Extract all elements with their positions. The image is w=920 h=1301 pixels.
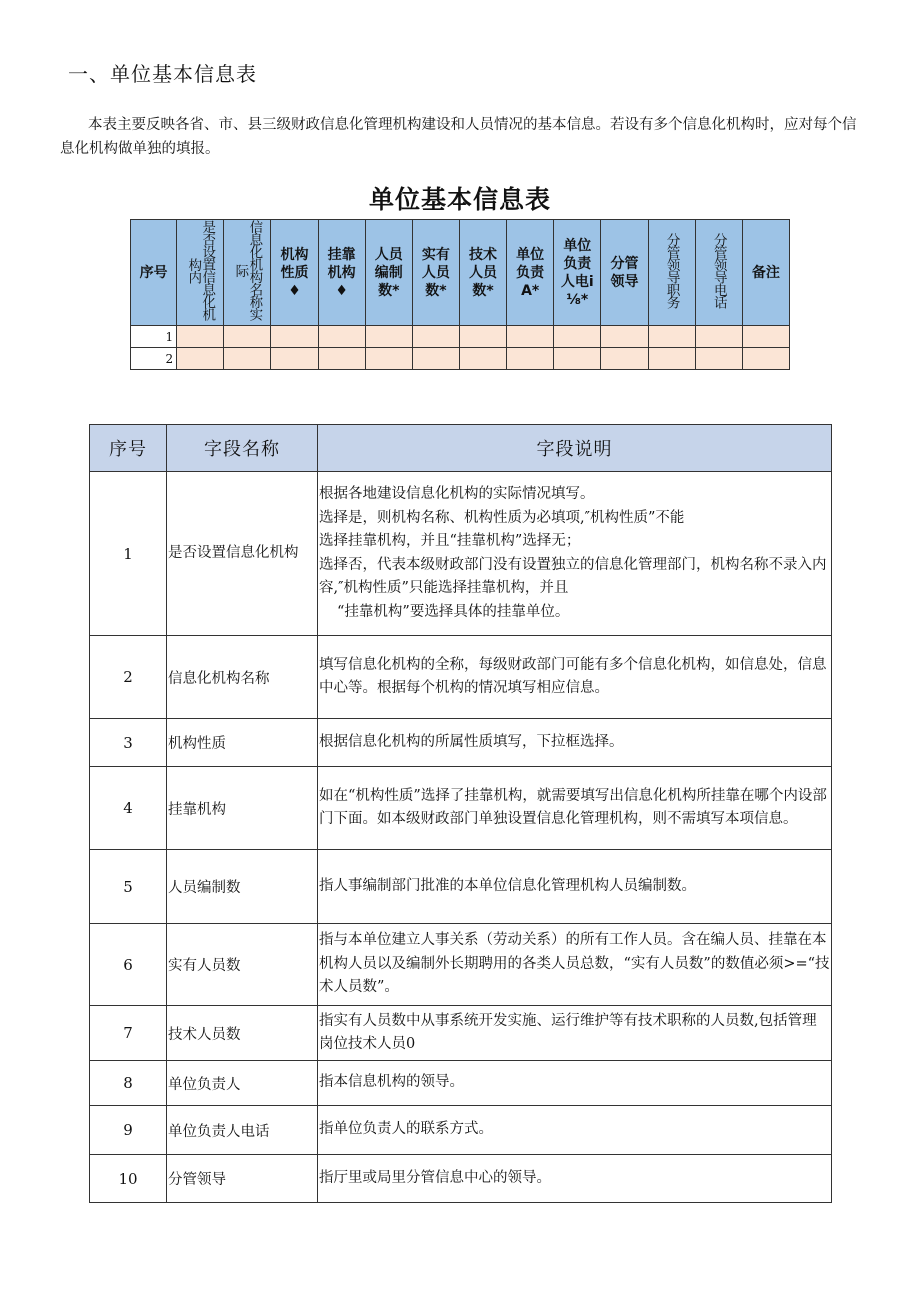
form-input-cell[interactable] — [554, 348, 601, 370]
field-description: 指本信息机构的领导。 — [318, 1061, 832, 1106]
table-row — [90, 719, 832, 767]
form-input-cell[interactable] — [224, 326, 271, 348]
form-input-cell[interactable] — [459, 326, 506, 348]
form-header-cell: 单位负责A* — [507, 220, 554, 326]
form-header-cell: 技术人员数* — [459, 220, 506, 326]
form-input-cell[interactable] — [507, 326, 554, 348]
form-title: 单位基本信息表 — [368, 185, 551, 214]
field-description: 指实有人员数中从事系统开发实施、运行维护等有技术职称的人员数,包括管理岗位技术人员0 — [318, 1006, 832, 1061]
form-input-cell[interactable] — [742, 348, 789, 370]
form-header-cell: 实有人员数* — [412, 220, 459, 326]
form-input-cell[interactable] — [177, 348, 224, 370]
form-input-cell[interactable] — [365, 348, 412, 370]
form-input-cell[interactable] — [365, 326, 412, 348]
row-number: 8 — [90, 1061, 167, 1106]
table-row — [90, 1006, 832, 1061]
form-row — [131, 348, 790, 370]
intro-paragraph: 本表主要反映各省、市、县三级财政信息化管理机构建设和人员情况的基本信息。若设有多个信息化机构时，应对每个信息化机构做单独的填报。 — [60, 117, 857, 157]
field-name: 单位负责人 — [167, 1061, 318, 1106]
form-row-number: 2 — [131, 348, 177, 370]
form-row-number: 1 — [131, 326, 177, 348]
field-description: 填写信息化机构的全称，每级财政部门可能有多个信息化机构，如信息处，信息中心等。根据每个机构的情况填写相应信息。 — [318, 636, 832, 719]
field-description: 指与本单位建立人事关系（劳动关系）的所有工作人员。含在编人员、挂靠在本机构人员以及编制外长期聘用的各类人员总数，“实有人员数”的数值必须>=“技术人员数”。 — [318, 924, 832, 1006]
table-row — [90, 472, 832, 636]
table-row — [90, 1106, 832, 1155]
form-input-cell[interactable] — [507, 348, 554, 370]
field-name: 人员编制数 — [167, 850, 318, 924]
spec-header-cell: 字段说明 — [318, 425, 832, 472]
field-description: 指单位负责人的联系方式。 — [318, 1106, 832, 1155]
field-description: 指厅里或局里分管信息中心的领导。 — [318, 1155, 832, 1203]
field-name: 技术人员数 — [167, 1006, 318, 1061]
form-input-cell[interactable] — [177, 326, 224, 348]
field-name: 是否设置信息化机构 — [167, 472, 318, 636]
info-form-table — [130, 219, 790, 370]
form-header-cell: 分管领导电话 — [695, 220, 742, 326]
form-header-cell: 机构性质♦ — [271, 220, 318, 326]
row-number: 1 — [90, 472, 167, 636]
form-input-cell[interactable] — [601, 348, 648, 370]
row-number: 4 — [90, 767, 167, 850]
form-input-cell[interactable] — [459, 348, 506, 370]
table-row — [90, 636, 832, 719]
table-row — [90, 767, 832, 850]
form-input-cell[interactable] — [695, 326, 742, 348]
form-input-cell[interactable] — [224, 348, 271, 370]
form-input-cell[interactable] — [601, 326, 648, 348]
field-description: 根据各地建设信息化机构的实际情况填写。 选择是，则机构名称、机构性质为必填项,″机构性质”不能 选择挂靠机构，并且“挂靠机构”选择无； 选择否，代表本级财政部门没有设置独立的信息化管理部门，机构名称不录入内容,″机构性质”只能选择挂靠机构，并且 “挂靠机构”要选择具体的挂靠单位。 — [318, 472, 832, 636]
form-input-cell[interactable] — [648, 326, 695, 348]
form-input-cell[interactable] — [412, 326, 459, 348]
field-description: 如在“机构性质”选择了挂靠机构，就需要填写出信息化机构所挂靠在哪个内设部门下面。如本级财政部门单独设置信息化管理机构，则不需填写本项信息。 — [318, 767, 832, 850]
table-row — [90, 924, 832, 1006]
form-input-cell[interactable] — [318, 348, 365, 370]
row-number: 10 — [90, 1155, 167, 1203]
form-header-cell: 分管领导 — [601, 220, 648, 326]
form-input-cell[interactable] — [271, 326, 318, 348]
row-number: 9 — [90, 1106, 167, 1155]
form-input-cell[interactable] — [412, 348, 459, 370]
spec-header-cell: 序号 — [90, 425, 167, 472]
form-input-cell[interactable] — [648, 348, 695, 370]
form-header-cell: 是否设置信息化机构内 — [177, 220, 224, 326]
spec-header-row — [90, 425, 832, 472]
field-name: 实有人员数 — [167, 924, 318, 1006]
field-spec-table — [89, 424, 832, 1203]
field-name: 分管领导 — [167, 1155, 318, 1203]
field-name: 单位负责人电话 — [167, 1106, 318, 1155]
row-number: 2 — [90, 636, 167, 719]
form-input-cell[interactable] — [695, 348, 742, 370]
form-header-cell: 分管领导职务 — [648, 220, 695, 326]
table-row — [90, 1155, 832, 1203]
form-input-cell[interactable] — [271, 348, 318, 370]
form-header-cell: 单位负责人电i⅛* — [554, 220, 601, 326]
table-row — [90, 850, 832, 924]
field-name: 机构性质 — [167, 719, 318, 767]
form-row — [131, 326, 790, 348]
spec-header-cell: 字段名称 — [167, 425, 318, 472]
row-number: 6 — [90, 924, 167, 1006]
form-header-cell: 信息化机构名称实际 — [224, 220, 271, 326]
form-header-row — [131, 220, 790, 326]
form-input-cell[interactable] — [742, 326, 789, 348]
row-number: 7 — [90, 1006, 167, 1061]
field-description: 根据信息化机构的所属性质填写，下拉框选择。 — [318, 719, 832, 767]
field-name: 信息化机构名称 — [167, 636, 318, 719]
row-number: 3 — [90, 719, 167, 767]
form-input-cell[interactable] — [554, 326, 601, 348]
field-name: 挂靠机构 — [167, 767, 318, 850]
form-header-cell: 序号 — [131, 220, 177, 326]
form-header-cell: 备注 — [742, 220, 789, 326]
field-description: 指人事编制部门批准的本单位信息化管理机构人员编制数。 — [318, 850, 832, 924]
form-header-cell: 挂靠机构♦ — [318, 220, 365, 326]
section-heading: 一、单位基本信息表 — [68, 62, 257, 86]
row-number: 5 — [90, 850, 167, 924]
form-input-cell[interactable] — [318, 326, 365, 348]
form-header-cell: 人员编制数* — [365, 220, 412, 326]
table-row — [90, 1061, 832, 1106]
